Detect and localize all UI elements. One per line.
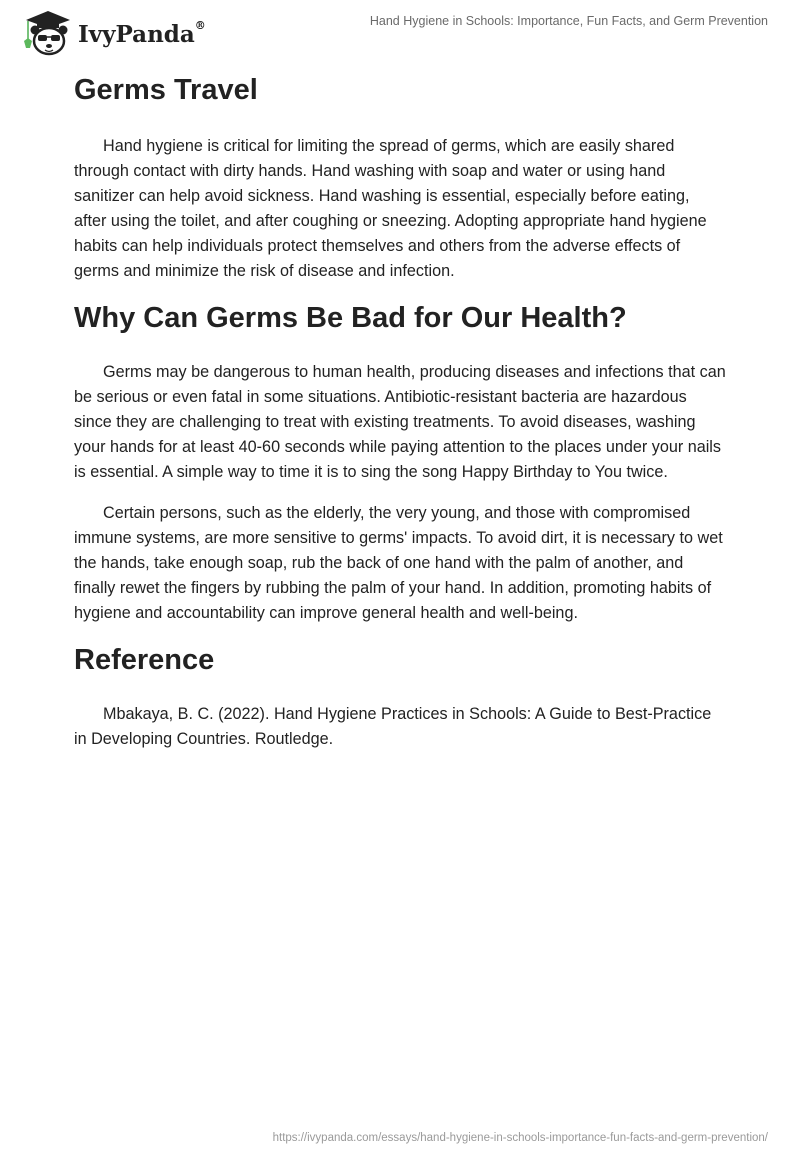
brand-name: IvyPanda® (78, 18, 206, 48)
section-heading-germs-travel: Germs Travel (74, 74, 258, 106)
paragraph: Hand hygiene is critical for limiting the spread of germs, which are easily shared through contact with dirty hands. Hand washing with soap and water or using hand sanitizer can help avoid sickness. Hand washing is essential, especially before eating, after using the toilet, and after coughing or sneezing. Adopting appropriate hand hygiene habits can help individuals protect themselves and others from the adverse effects of germs and minimize the risk of disease and infection. (74, 137, 707, 280)
page-header (0, 0, 800, 56)
section-heading-reference: Reference (74, 644, 215, 676)
paragraph: Certain persons, such as the elderly, the very young, and those with compromised immune systems, are more sensitive to germs' impacts. To avoid dirt, it is necessary to wet the hands, take enough soap, rub the back of one hand with the palm of another, and finally rewet the fingers by rubbing the palm of your hand. In addition, promoting habits of hygiene and accountability can improve general health and well-being. (74, 504, 723, 622)
ivypanda-logo[interactable] (18, 8, 206, 56)
section-heading-why-germs-bad: Why Can Germs Be Bad for Our Health? (74, 302, 627, 334)
source-url[interactable]: https://ivypanda.com/essays/hand-hygiene-in-schools-importance-fun-facts-and-germ-prevention/ (272, 1132, 768, 1144)
panda-graduate-icon (18, 8, 74, 56)
document-title: Hand Hygiene in Schools: Importance, Fun Facts, and Germ Prevention (369, 14, 768, 28)
reference-entry: Mbakaya, B. C. (2022). Hand Hygiene Practices in Schools: A Guide to Best-Practice in Developing Countries. Routledge. (74, 705, 712, 748)
essay-content (74, 70, 726, 752)
paragraph: Germs may be dangerous to human health, producing diseases and infections that can be serious or even fatal in some situations. Antibiotic-resistant bacteria are hazardous since they are challenging to treat with existing treatments. To avoid diseases, washing your hands for at least 40-60 seconds while paying attention to the places under your nails is essential. A simple way to time it is to sing the song Happy Birthday to You twice. (74, 363, 726, 481)
